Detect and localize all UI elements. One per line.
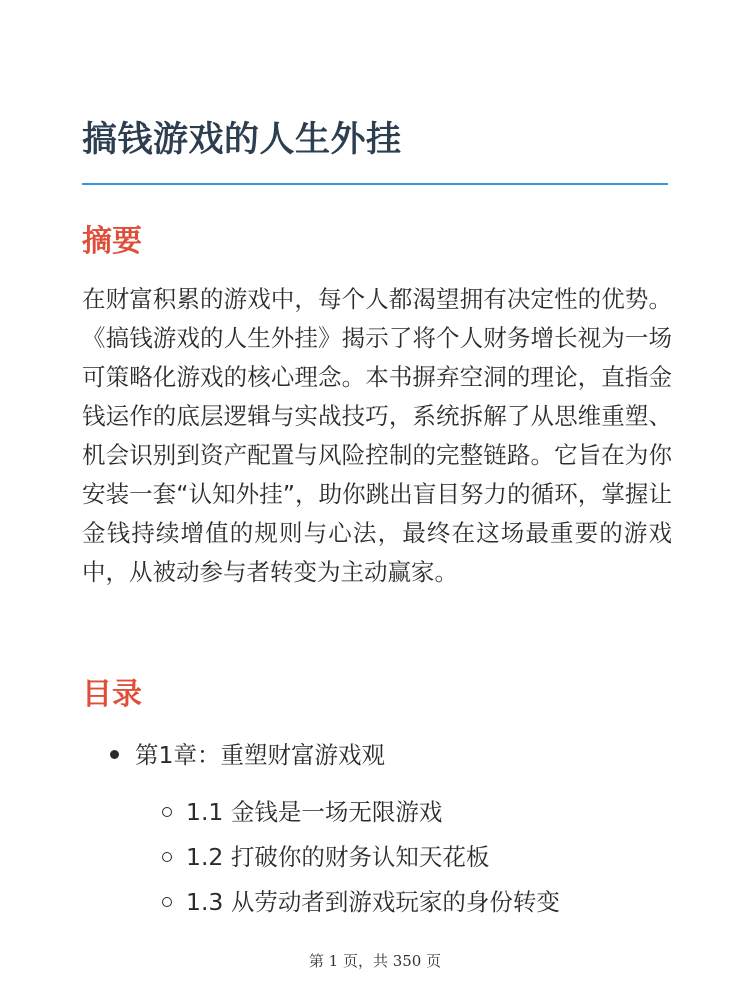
page-number-footer: 第 1 页，共 350 页: [308, 952, 442, 970]
summary-heading: 摘要: [82, 224, 142, 259]
toc-section-item: [162, 883, 560, 921]
summary-paragraph: 在财富积累的游戏中，每个人都渴望拥有决定性的优势。《搞钱游戏的人生外挂》揭示了将个人财务增长视为一场可策略化游戏的核心理念。本书摒弃空洞的理论，直指金钱运作的底层逻辑与实战技巧，系统拆解了从思维重塑、机会识别到资产配置与风险控制的完整链路。它旨在为你安装一套“认知外挂”，助你跳出盲目努力的循环，掌握让金钱持续增值的规则与心法，最终在这场最重要的游戏中，从被动参与者转变为主动赢家。: [82, 285, 672, 586]
bullet-disc-icon: [110, 750, 119, 759]
bullet-circle-icon: [162, 852, 172, 862]
document-title: 搞钱游戏的人生外挂: [82, 120, 402, 160]
toc-section-label: 1.3 从劳动者到游戏玩家的身份转变: [186, 888, 560, 916]
bullet-circle-icon: [162, 807, 172, 817]
toc-chapter-label: 第1章：重塑财富游戏观: [135, 741, 385, 769]
title-divider: [82, 183, 668, 185]
toc-section-label: 1.1 金钱是一场无限游戏: [186, 798, 443, 826]
toc-section-item: [162, 838, 489, 876]
toc-chapter-item: [110, 736, 385, 774]
toc-heading: 目录: [82, 677, 142, 712]
toc-section-item: [162, 793, 442, 831]
bullet-circle-icon: [162, 897, 172, 907]
toc-section-label: 1.2 打破你的财务认知天花板: [186, 843, 490, 871]
